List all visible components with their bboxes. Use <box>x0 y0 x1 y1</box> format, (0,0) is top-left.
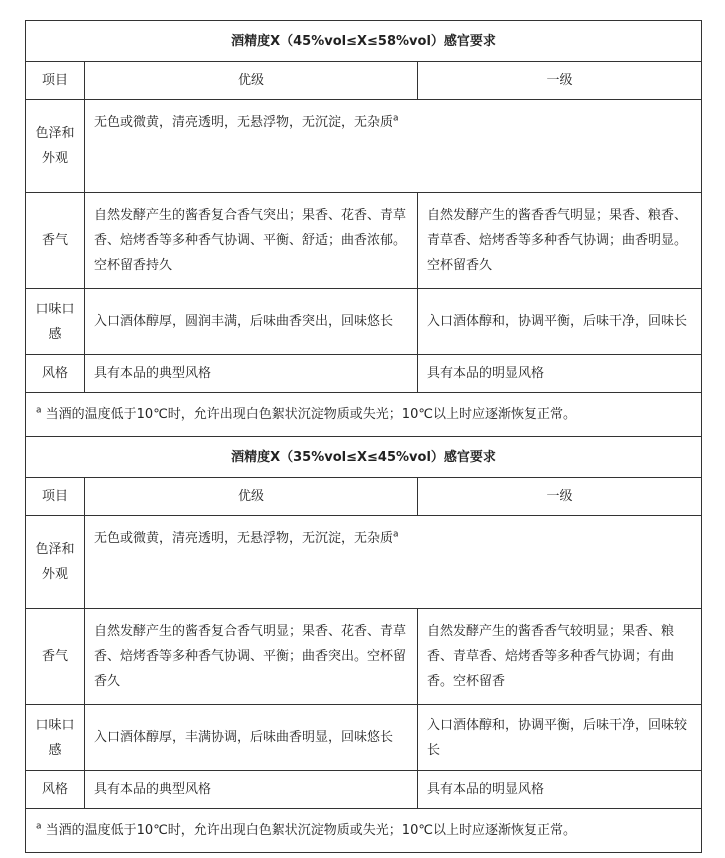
table2-header-first: 一级 <box>418 478 702 516</box>
table2-color-text <box>85 516 702 609</box>
table1-header-first: 一级 <box>418 62 702 100</box>
table1-footnote-text: 当酒的温度低于10℃时，允许出现白色絮状沉淀物质或失光；10℃以上时应逐渐恢复正常。 <box>45 407 576 422</box>
table2-style-first: 具有本品的明显风格 <box>418 771 702 809</box>
table2-aroma-label: 香气 <box>26 609 85 705</box>
table1-color-value: 无色或微黄，清亮透明，无悬浮物，无沉淀，无杂质 <box>94 115 394 130</box>
table1-row-taste <box>26 289 702 355</box>
table1-taste-first: 入口酒体醇和，协调平衡，后味干净，回味长 <box>418 289 702 355</box>
table2-style-premium: 具有本品的典型风格 <box>85 771 418 809</box>
sensory-requirements-table <box>25 20 702 853</box>
table1-footnote-mark: a <box>36 405 42 416</box>
table1-header-premium: 优级 <box>85 62 418 100</box>
table1-color-footnote-ref: a <box>393 113 399 124</box>
table1-row-color <box>26 100 702 193</box>
table1-footnote <box>26 393 702 437</box>
table2-title: 酒精度X（35%vol≤X≤45%vol）感官要求 <box>26 437 702 478</box>
table2-taste-label: 口味口感 <box>26 705 85 771</box>
table1-title: 酒精度X（45%vol≤X≤58%vol）感官要求 <box>26 21 702 62</box>
table2-taste-first: 入口酒体醇和，协调平衡，后味干净，回味较长 <box>418 705 702 771</box>
table1-color-text <box>85 100 702 193</box>
table2-taste-premium: 入口酒体醇厚，丰满协调，后味曲香明显，回味悠长 <box>85 705 418 771</box>
table1-color-label: 色泽和外观 <box>26 100 85 193</box>
table2-aroma-first: 自然发酵产生的酱香香气较明显；果香、粮香、青草香、焙烤香等多种香气协调；有曲香。空杯留香 <box>418 609 702 705</box>
table1-taste-label: 口味口感 <box>26 289 85 355</box>
table2-header-premium: 优级 <box>85 478 418 516</box>
table1-row-style <box>26 355 702 393</box>
table1-row-aroma <box>26 193 702 289</box>
table2-footnote-text: 当酒的温度低于10℃时，允许出现白色絮状沉淀物质或失光；10℃以上时应逐渐恢复正常。 <box>45 823 576 838</box>
table2-aroma-premium: 自然发酵产生的酱香复合香气明显；果香、花香、青草香、焙烤香等多种香气协调、平衡；曲香突出。空杯留香久 <box>85 609 418 705</box>
table2-row-style <box>26 771 702 809</box>
table2-row-taste <box>26 705 702 771</box>
table1-style-premium: 具有本品的典型风格 <box>85 355 418 393</box>
table1-style-label: 风格 <box>26 355 85 393</box>
table1-note-row <box>26 393 702 437</box>
table1-header-item: 项目 <box>26 62 85 100</box>
table2-footnote-mark: a <box>36 821 42 832</box>
table1-title-row <box>26 21 702 62</box>
table2-footnote <box>26 809 702 853</box>
table1-aroma-label: 香气 <box>26 193 85 289</box>
table2-row-aroma <box>26 609 702 705</box>
table2-color-footnote-ref: a <box>393 529 399 540</box>
table2-style-label: 风格 <box>26 771 85 809</box>
table2-note-row <box>26 809 702 853</box>
table2-color-value: 无色或微黄，清亮透明，无悬浮物，无沉淀，无杂质 <box>94 531 394 546</box>
table1-style-first: 具有本品的明显风格 <box>418 355 702 393</box>
table2-header-row <box>26 478 702 516</box>
table2-row-color <box>26 516 702 609</box>
table1-aroma-first: 自然发酵产生的酱香香气明显；果香、粮香、青草香、焙烤香等多种香气协调；曲香明显。空杯留香久 <box>418 193 702 289</box>
table1-taste-premium: 入口酒体醇厚，圆润丰满，后味曲香突出，回味悠长 <box>85 289 418 355</box>
table2-color-label: 色泽和外观 <box>26 516 85 609</box>
table1-header-row <box>26 62 702 100</box>
table2-header-item: 项目 <box>26 478 85 516</box>
table1-aroma-premium: 自然发酵产生的酱香复合香气突出；果香、花香、青草香、焙烤香等多种香气协调、平衡、舒适；曲香浓郁。空杯留香持久 <box>85 193 418 289</box>
table2-title-row <box>26 437 702 478</box>
